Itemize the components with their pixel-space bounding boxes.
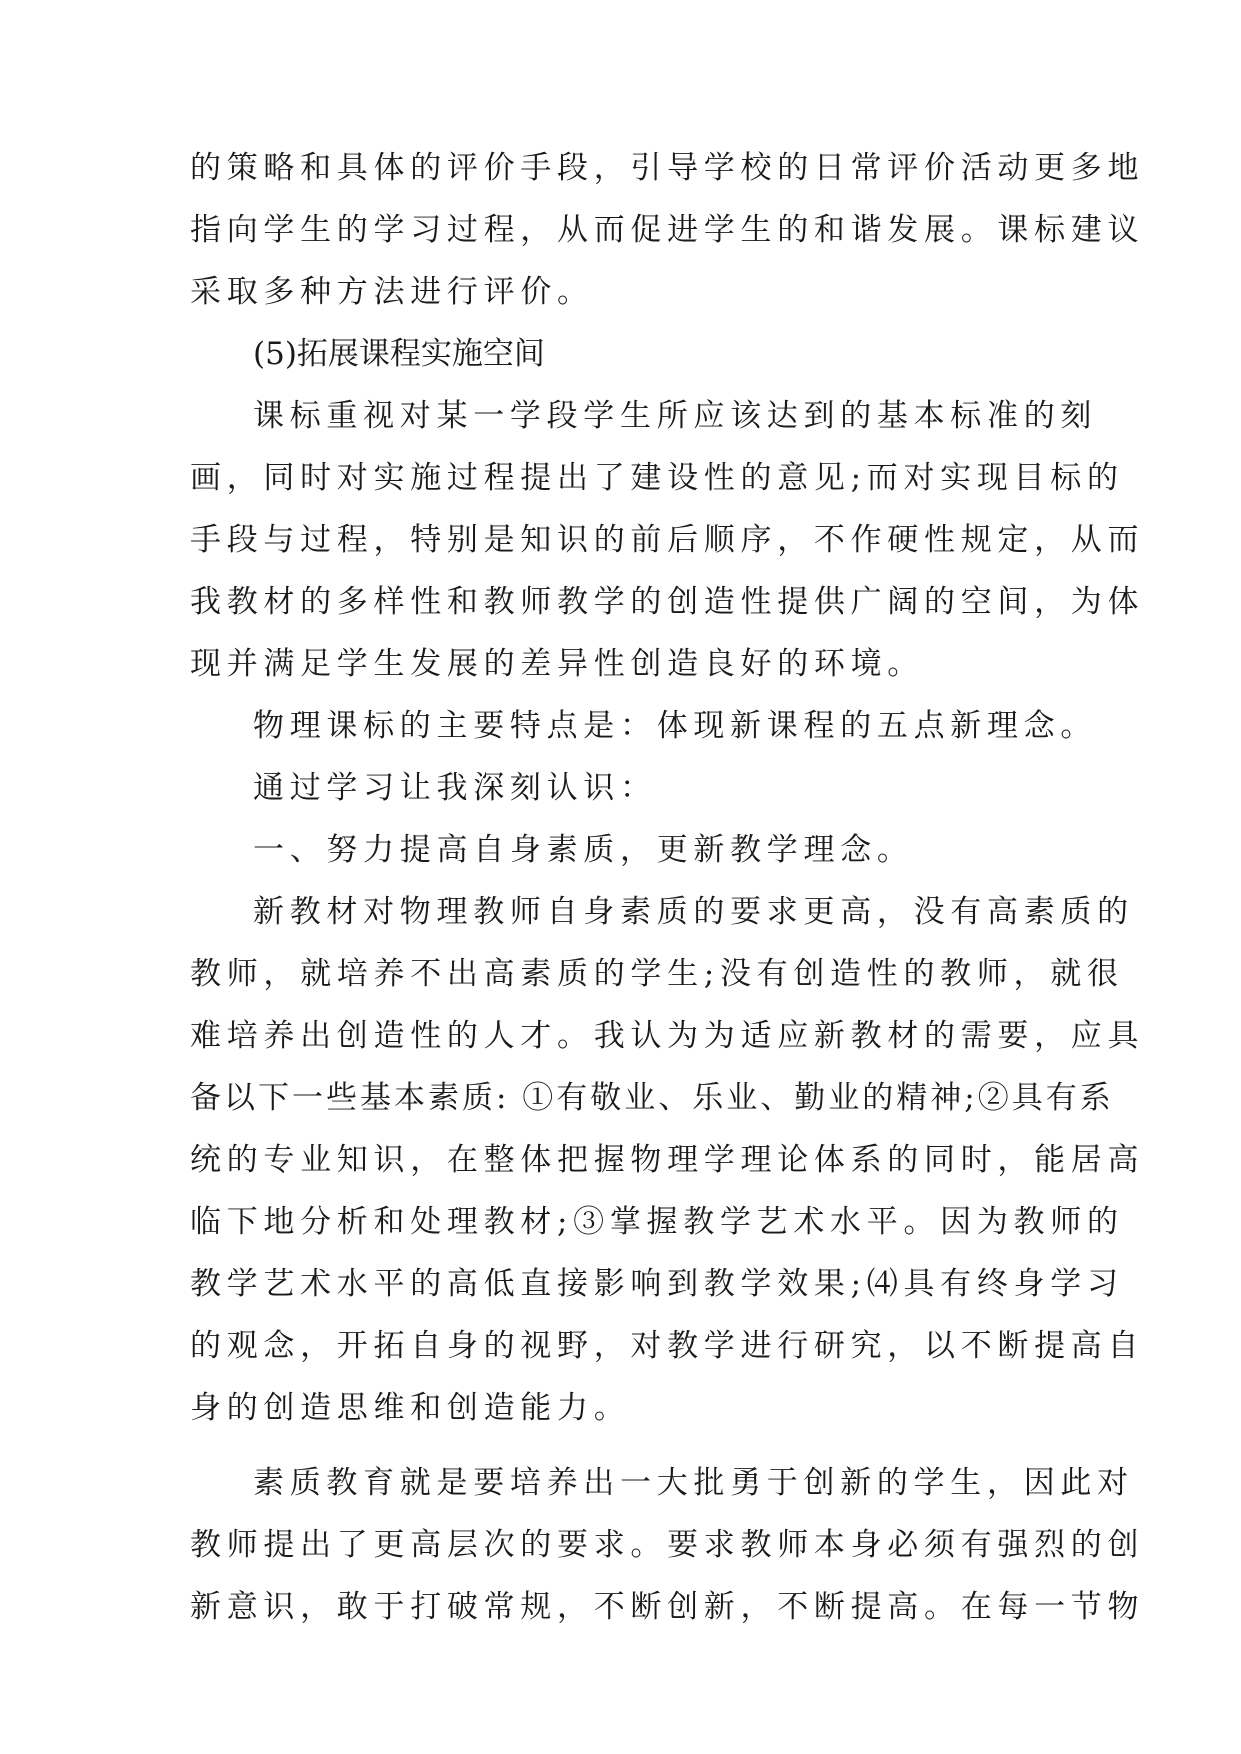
text-line: 课标重视对某一学段学生所应该达到的基本标准的刻 bbox=[253, 398, 1098, 434]
text-line: 的策略和具体的评价手段，引导学校的日常评价活动更多地 bbox=[190, 150, 1145, 186]
text-line: 手段与过程，特别是知识的前后顺序，不作硬性规定，从而 bbox=[190, 522, 1145, 558]
section-heading: (5)拓展课程实施空间 bbox=[253, 336, 545, 372]
text-line: 临下地分析和处理教材;③掌握教学艺术水平。因为教师的 bbox=[190, 1204, 1124, 1240]
text-line: 统的专业知识，在整体把握物理学理论体系的同时，能居高 bbox=[190, 1142, 1145, 1178]
text-line: 指向学生的学习过程，从而促进学生的和谐发展。课标建议 bbox=[190, 212, 1145, 248]
text-line: 教学艺术水平的高低直接影响到教学效果;⑷具有终身学习 bbox=[190, 1266, 1124, 1302]
text-line: 新意识，敢于打破常规，不断创新，不断提高。在每一节物 bbox=[190, 1589, 1145, 1625]
text-line: 物理课标的主要特点是：体现新课程的五点新理念。 bbox=[253, 708, 1098, 744]
text-line: 素质教育就是要培养出一大批勇于创新的学生，因此对 bbox=[253, 1465, 1134, 1501]
text-line: 我教材的多样性和教师教学的创造性提供广阔的空间，为体 bbox=[190, 584, 1145, 620]
text-line: 的观念，开拓自身的视野，对教学进行研究，以不断提高自 bbox=[190, 1328, 1145, 1364]
text-line: 教师提出了更高层次的要求。要求教师本身必须有强烈的创 bbox=[190, 1527, 1145, 1563]
text-line: 现并满足学生发展的差异性创造良好的环境。 bbox=[190, 646, 924, 682]
text-line: 教师，就培养不出高素质的学生;没有创造性的教师，就很 bbox=[190, 956, 1124, 992]
text-line: 备以下一些基本素质: ①有敬业、乐业、勤业的精神;②具有系 bbox=[190, 1080, 1114, 1116]
text-line: 采取多种方法进行评价。 bbox=[190, 274, 594, 310]
text-line: 通过学习让我深刻认识： bbox=[253, 770, 657, 806]
text-line: 新教材对物理教师自身素质的要求更高，没有高素质的 bbox=[253, 894, 1134, 930]
text-line: 身的创造思维和创造能力。 bbox=[190, 1390, 631, 1426]
text-line: 难培养出创造性的人才。我认为为适应新教材的需要，应具 bbox=[190, 1018, 1145, 1054]
subheading: 一、努力提高自身素质，更新教学理念。 bbox=[253, 832, 914, 868]
text-line: 画，同时对实施过程提出了建设性的意见;而对实现目标的 bbox=[190, 460, 1124, 496]
